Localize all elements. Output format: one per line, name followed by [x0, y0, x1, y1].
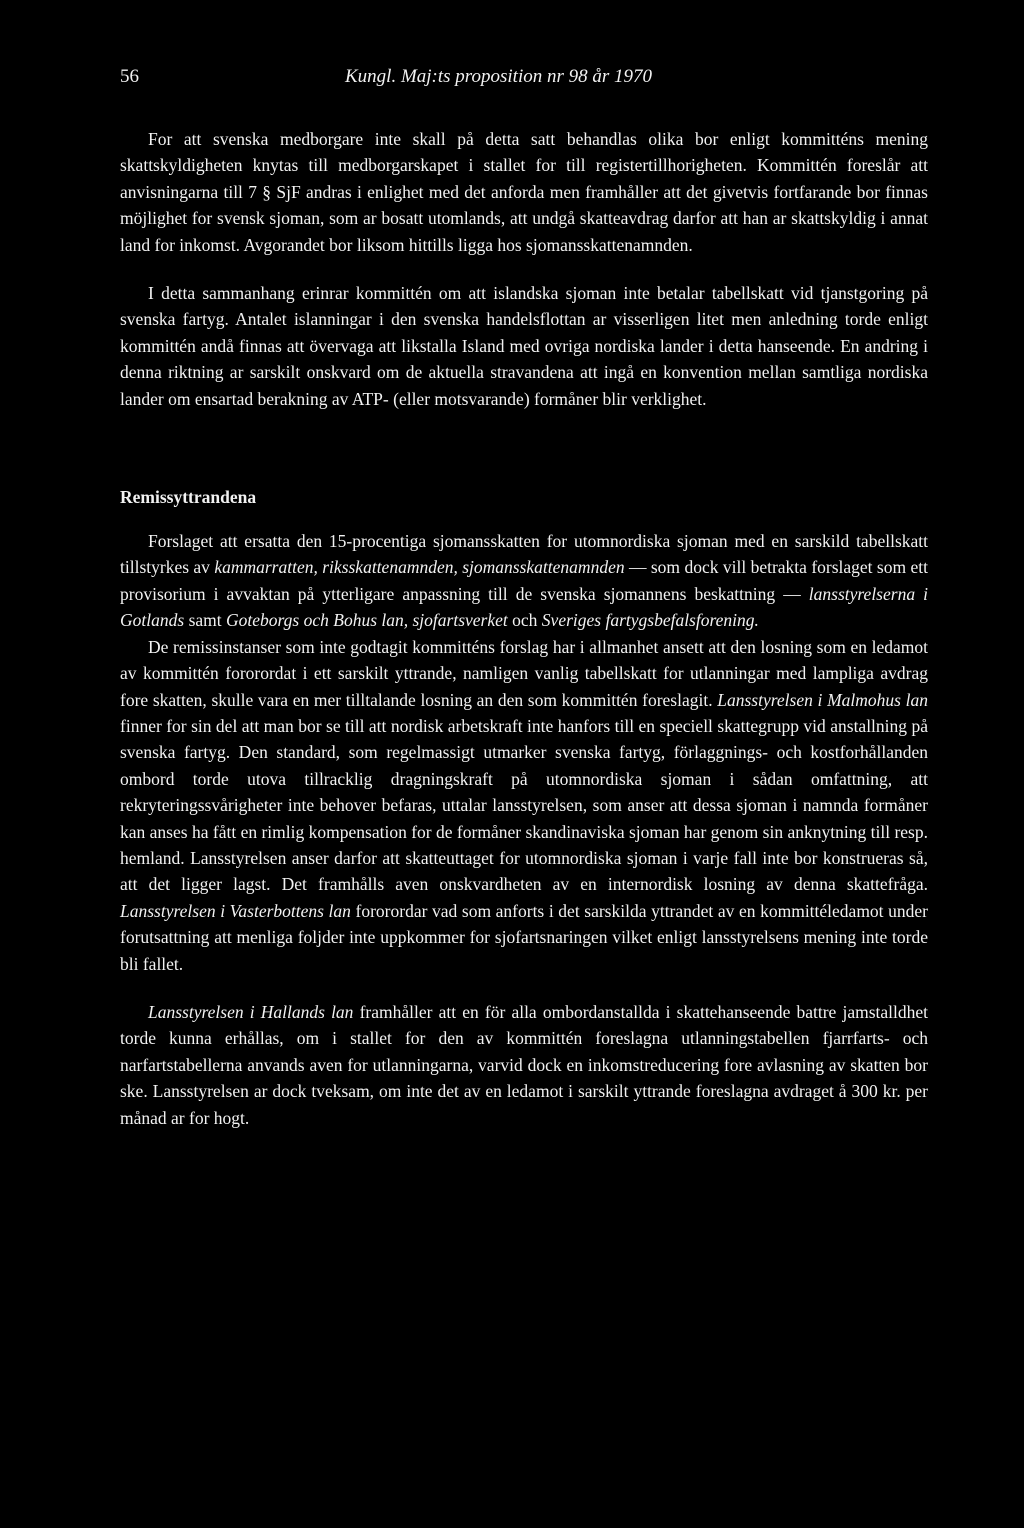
text-run: samt — [184, 610, 226, 631]
document-body — [120, 126, 928, 1131]
text-run: fororordar vad som anforts i det sarskilda yttrandet av en kommittéledamot under forutsattning att menliga foljder inte uppkommer for sjofartsnaringen vilket enligt lansstyrelsens mening inte torde bli fallet. — [120, 900, 928, 974]
running-title: Kungl. Maj:ts proposition nr 98 år 1970 — [345, 66, 653, 87]
italic-authorities: Goteborgs och Bohus lan, sjofartsverket — [226, 610, 508, 631]
paragraph-iceland: I detta sammanhang erinrar kommittén om att islandska sjoman inte betalar tabellskatt vid tjanstgoring på svenska fartyg. Antalet islanningar i den svenska handelsflottan ar visserligen litet men anledning torde enligt kommittén andå finnas att övervaga att likstalla Island med ovriga nordiska lander i detta hanseende. En andring i denna riktning ar sarskilt onskvard om de aktuella stravandena att ingå en konvention mellan samtliga nordiska lander om ensartad berakning av ATP- (eller motsvarande) formåner blir verklighet. — [120, 283, 928, 409]
section-heading: Remissyttrandena — [120, 487, 257, 508]
page-header — [120, 62, 920, 92]
text-run: framhåller att en för alla ombordanstallda i skattehanseende battre jamstalldhet torde kunna erhållas, om i stallet for den av kommittén foreslagna utlanningstabellen fjarrfarts- och narfartstabellerna anvands aven for utlanningarna, varvid dock en inkomstreducering fore avlasning av skatten bor ske. Lansstyrelsen ar dock tveksam, om inte det av en ledamot i sarskilt yttrande foreslagna avdraget å 300 kr. per månad ar for hogt. — [120, 1001, 928, 1128]
page-number: 56 — [120, 66, 139, 87]
italic-authority: Lansstyrelsen i Malmohus lan — [717, 689, 928, 710]
italic-authorities: Sveriges fartygsbefalsforening. — [541, 610, 759, 631]
text-run: och — [507, 610, 542, 631]
text-run: — som dock vill betrakta forslaget som ett provisorium i avvaktan på ytterligare anpassning till de svenska sjomannens beskattning — — [120, 557, 928, 604]
italic-authorities: lansstyrelserna i Gotlands — [120, 583, 929, 631]
italic-authorities: kammarratten, riksskattenamnden, sjomansskattenamnden — [214, 557, 625, 578]
text-run: De remissinstanser som inte godtagit kommitténs forslag har i allmanhet ansett att den losning som en ledamot av kommittén fororordat i ett sarskilt yttrande, namligen vanlig tabellskatt for utlanningar med lampliga avdrag fore skatten, skulle vara en mer tilltalande losning an den som kommittén foreslagit. — [120, 636, 928, 710]
italic-authority: Lansstyrelsen i Vasterbottens lan — [120, 900, 351, 921]
paragraph-hallands — [120, 999, 928, 1131]
text-run: finner for sin del att man bor se till att nordisk arbetskraft inte hanfors till en speciell skattegrupp vid anstallning på svenska fartyg. Den standard, som regelmassigt utmarker svenska fartyg, förlaggnings- och kostforhållanden ombord torde utova tillracklig dragningskraft på utomnordiska sjoman i sådan omfattning, att rekryteringssvårigheter inte behover befaras, uttalar lansstyrelsen, som anser att dessa sjoman i namnda formåner kan anses ha fått en rimlig kompensation for de formåner skandinaviska sjoman har genom sin anknytning till resp. hemland. Lansstyrelsen anser darfor att skatteuttaget for utomnordiska sjoman i varje fall inte bor konstrueras så, att det ligger lagst. Det framhålls aven onskvardheten av en internordisk losning av denna skattefråga. — [120, 715, 928, 895]
paragraph-support — [120, 528, 928, 634]
text-run: Forslaget att ersatta den 15-procentiga sjomansskatten for utomnordiska sjoman med en sarskild tabellskatt tillstyrkes av — [120, 531, 928, 578]
italic-authority: Lansstyrelsen i Hallands lan — [148, 1001, 354, 1022]
paragraph-committee-proposal: For att svenska medborgare inte skall på detta satt behandlas olika bor enligt kommitténs mening skattskyldigheten knytas till medborgarskapet i stallet for till registertillhorigheten. Kommittén foreslår att anvisningarna till 7 § SjF andras i enlighet med det anforda men framhåller att det givetvis fortfarande bor finnas möjlighet for svensk sjoman, som ar bosatt utomlands, att undgå skatteavdrag darfor att han ar skattskyldig i annat land for inkomst. Avgorandet bor liksom hittills ligga hos sjomansskattenamnden. — [120, 129, 928, 255]
paragraph-objections — [120, 634, 928, 977]
